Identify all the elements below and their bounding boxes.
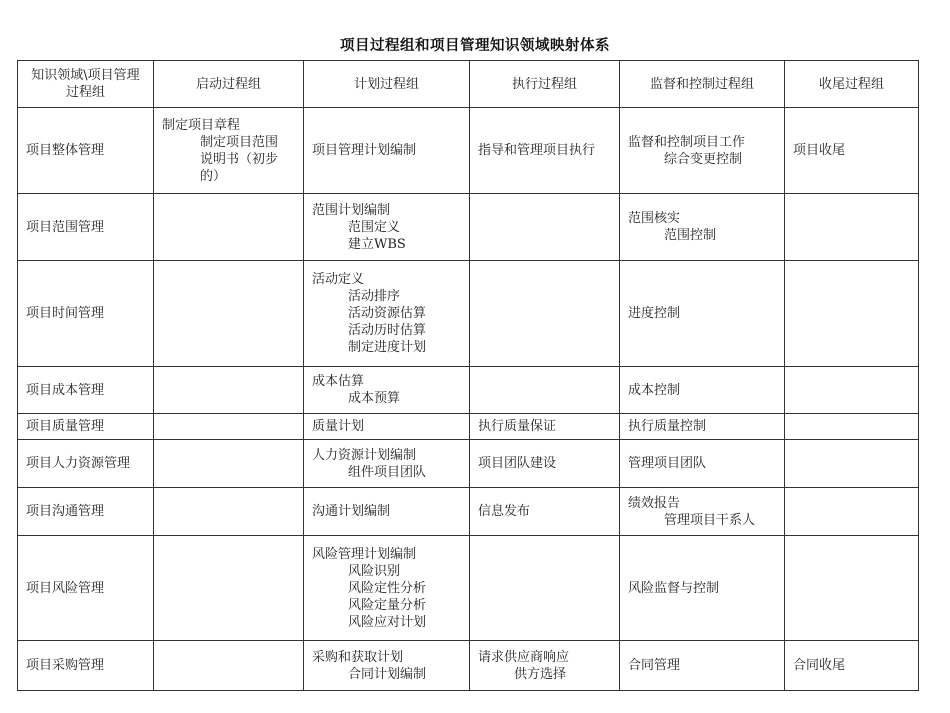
initiating-process-cell	[154, 108, 304, 194]
planning-process-cell	[304, 414, 470, 440]
process-item: 建立WBS	[348, 236, 406, 252]
knowledge-area-cell: 项目范围管理	[18, 194, 154, 261]
process-item: 沟通计划编制	[312, 504, 391, 519]
header-planning: 计划过程组	[304, 61, 470, 108]
table-row	[18, 488, 919, 536]
closing-process-cell	[785, 261, 919, 367]
monitoring-process-cell	[620, 414, 785, 440]
process-item: 范围核实	[628, 211, 681, 226]
initiating-process-cell	[154, 641, 304, 691]
executing-process-cell	[470, 536, 620, 641]
process-item: 项目团队建设	[478, 456, 557, 471]
initiating-process-cell	[154, 367, 304, 414]
initiating-process-cell	[154, 536, 304, 641]
initiating-process-cell	[154, 488, 304, 536]
document-title: 项目过程组和项目管理知识领域映射体系	[340, 38, 610, 54]
knowledge-area-cell: 项目成本管理	[18, 367, 154, 414]
table-row	[18, 641, 919, 691]
process-item: 风险定性分析	[348, 580, 427, 596]
process-item: 组件项目团队	[348, 464, 427, 480]
process-item: 项目收尾	[793, 143, 846, 158]
knowledge-area-cell: 项目人力资源管理	[18, 440, 154, 488]
table-row	[18, 194, 919, 261]
process-item: 的）	[200, 168, 227, 184]
process-item: 综合变更控制	[664, 151, 743, 167]
executing-process-cell	[470, 108, 620, 194]
planning-process-cell	[304, 261, 470, 367]
planning-process-cell	[304, 488, 470, 536]
process-item: 供方选择	[514, 666, 567, 682]
knowledge-area-cell: 项目质量管理	[18, 414, 154, 440]
knowledge-area-cell: 项目时间管理	[18, 261, 154, 367]
process-item: 风险识别	[348, 563, 401, 579]
initiating-process-cell	[154, 440, 304, 488]
process-item: 合同计划编制	[348, 666, 427, 682]
header-corner-label: 知识领域\项目管理过程组	[31, 68, 140, 100]
process-item: 制定项目章程	[162, 117, 241, 133]
process-item: 活动历时估算	[348, 323, 427, 338]
process-item: 成本预算	[348, 391, 401, 406]
header-closing: 收尾过程组	[785, 61, 919, 108]
process-item: 执行质量控制	[628, 419, 707, 434]
table-row	[18, 108, 919, 194]
process-item: 监督和控制项目工作	[628, 134, 746, 150]
executing-process-cell	[470, 414, 620, 440]
process-item: 信息发布	[478, 504, 531, 519]
planning-process-cell	[304, 440, 470, 488]
closing-process-cell	[785, 641, 919, 691]
process-item: 风险应对计划	[348, 614, 427, 630]
matrix-body	[18, 108, 919, 691]
process-item: 合同收尾	[793, 658, 846, 673]
process-item: 范围定义	[348, 219, 401, 235]
knowledge-area-cell: 项目采购管理	[18, 641, 154, 691]
process-item: 风险管理计划编制	[312, 546, 417, 562]
initiating-process-cell	[154, 194, 304, 261]
closing-process-cell	[785, 536, 919, 641]
monitoring-process-cell	[620, 194, 785, 261]
header-row	[18, 61, 919, 108]
executing-process-cell	[470, 641, 620, 691]
executing-process-cell	[470, 261, 620, 367]
process-item: 活动排序	[348, 289, 401, 304]
process-item: 成本估算	[312, 374, 365, 389]
process-item: 执行质量保证	[478, 419, 557, 434]
monitoring-process-cell	[620, 367, 785, 414]
process-item: 管理项目干系人	[664, 512, 756, 528]
executing-process-cell	[470, 367, 620, 414]
process-knowledge-matrix-table	[17, 60, 919, 691]
process-item: 范围控制	[664, 228, 717, 243]
table-row	[18, 261, 919, 367]
initiating-process-cell	[154, 414, 304, 440]
process-item: 请求供应商响应	[478, 649, 570, 665]
table-row	[18, 367, 919, 414]
header-initiating: 启动过程组	[154, 61, 304, 108]
header-monitoring: 监督和控制过程组	[620, 61, 785, 108]
process-item: 质量计划	[312, 419, 365, 434]
monitoring-process-cell	[620, 641, 785, 691]
initiating-process-cell	[154, 261, 304, 367]
process-item: 成本控制	[628, 382, 681, 398]
planning-process-cell	[304, 367, 470, 414]
process-item: 管理项目团队	[628, 456, 707, 471]
process-item: 制定项目范围	[200, 134, 279, 150]
planning-process-cell	[304, 641, 470, 691]
process-item: 采购和获取计划	[312, 649, 404, 665]
process-item: 指导和管理项目执行	[478, 143, 596, 158]
knowledge-area-cell: 项目风险管理	[18, 536, 154, 641]
table-row	[18, 414, 919, 440]
table-row	[18, 440, 919, 488]
closing-process-cell	[785, 367, 919, 414]
process-item: 项目管理计划编制	[312, 143, 417, 158]
table-row	[18, 536, 919, 641]
monitoring-process-cell	[620, 261, 785, 367]
header-executing: 执行过程组	[470, 61, 620, 108]
process-item: 绩效报告	[628, 495, 681, 511]
closing-process-cell	[785, 440, 919, 488]
monitoring-process-cell	[620, 108, 785, 194]
executing-process-cell	[470, 194, 620, 261]
monitoring-process-cell	[620, 488, 785, 536]
closing-process-cell	[785, 414, 919, 440]
process-item: 活动定义	[312, 272, 365, 287]
header-corner-cell	[18, 61, 154, 108]
knowledge-area-cell: 项目整体管理	[18, 108, 154, 194]
process-item: 人力资源计划编制	[312, 447, 417, 463]
process-item: 活动资源估算	[348, 306, 427, 321]
process-item: 制定进度计划	[348, 340, 427, 355]
process-item: 风险监督与控制	[628, 580, 720, 596]
planning-process-cell	[304, 536, 470, 641]
executing-process-cell	[470, 488, 620, 536]
process-item: 进度控制	[628, 306, 681, 321]
planning-process-cell	[304, 194, 470, 261]
closing-process-cell	[785, 488, 919, 536]
process-item: 合同管理	[628, 658, 681, 673]
process-item: 说明书（初步	[200, 151, 279, 167]
monitoring-process-cell	[620, 536, 785, 641]
closing-process-cell	[785, 194, 919, 261]
closing-process-cell	[785, 108, 919, 194]
planning-process-cell	[304, 108, 470, 194]
executing-process-cell	[470, 440, 620, 488]
knowledge-area-cell: 项目沟通管理	[18, 488, 154, 536]
monitoring-process-cell	[620, 440, 785, 488]
process-item: 范围计划编制	[312, 202, 391, 218]
process-item: 风险定量分析	[348, 597, 427, 613]
